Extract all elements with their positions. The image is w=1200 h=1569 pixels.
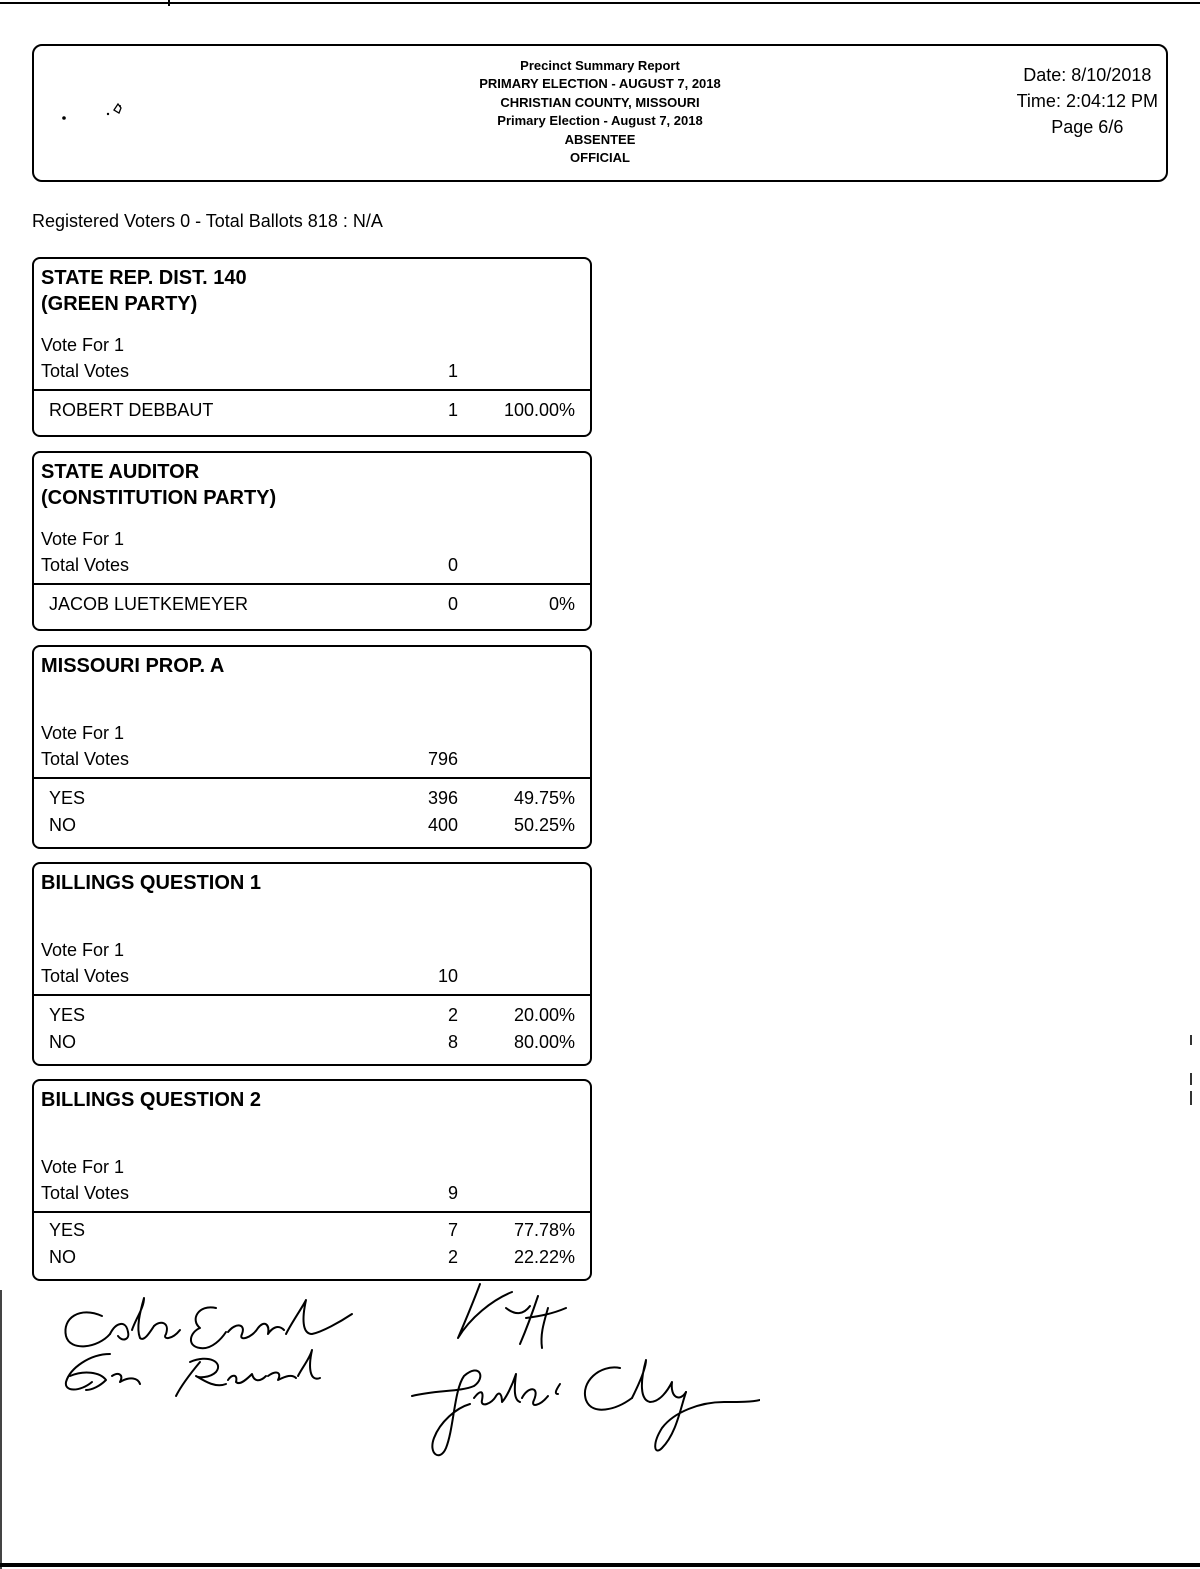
county-name: CHRISTIAN COUNTY, MISSOURI bbox=[500, 94, 700, 110]
choice-name: NO bbox=[49, 1032, 76, 1052]
vote-for-label: Vote For 1 bbox=[41, 529, 125, 549]
total-votes-value: 10 bbox=[437, 966, 458, 986]
contest-box bbox=[32, 1079, 592, 1281]
total-votes-value: 1 bbox=[447, 361, 458, 381]
report-time: Time: 2:04:12 PM bbox=[1016, 91, 1158, 111]
election-name-caps: PRIMARY ELECTION - AUGUST 7, 2018 bbox=[479, 76, 721, 92]
choice-votes: 7 bbox=[447, 1220, 458, 1240]
choice-row bbox=[34, 1244, 590, 1271]
choice-name: JACOB LUETKEMEYER bbox=[49, 594, 249, 614]
choice-percent: 50.25% bbox=[513, 815, 575, 835]
signature-3 bbox=[458, 1284, 566, 1348]
election-name: Primary Election - August 7, 2018 bbox=[497, 113, 703, 129]
report-status: OFFICIAL bbox=[570, 150, 630, 166]
contest-box bbox=[32, 451, 592, 631]
signature-1 bbox=[65, 1298, 352, 1348]
choice-name: YES bbox=[49, 1005, 86, 1025]
contest-title: BILLINGS QUESTION 1 bbox=[41, 872, 262, 894]
total-votes-label: Total Votes bbox=[41, 1183, 130, 1203]
top-border-tick bbox=[168, 0, 170, 6]
bottom-border-line bbox=[0, 1563, 1200, 1567]
vote-for-label: Vote For 1 bbox=[41, 940, 125, 960]
choice-votes: 2 bbox=[447, 1247, 458, 1267]
choice-row bbox=[34, 1217, 590, 1244]
choice-percent: 77.78% bbox=[513, 1220, 575, 1240]
choice-votes: 0 bbox=[447, 594, 458, 614]
vote-for-label: Vote For 1 bbox=[41, 1157, 125, 1177]
choice-row bbox=[34, 591, 590, 618]
contest-title: MISSOURI PROP. A bbox=[41, 655, 225, 677]
choice-name: NO bbox=[49, 1247, 76, 1267]
choice-row bbox=[34, 397, 590, 424]
choice-percent: 22.22% bbox=[513, 1247, 575, 1267]
choice-votes: 1 bbox=[447, 400, 458, 420]
vote-for-label: Vote For 1 bbox=[41, 723, 125, 743]
signature-4 bbox=[412, 1360, 760, 1455]
total-votes-label: Total Votes bbox=[41, 555, 130, 575]
contest-title: BILLINGS QUESTION 2 bbox=[41, 1089, 262, 1111]
choice-percent: 49.75% bbox=[513, 788, 575, 808]
choice-name: ROBERT DEBBAUT bbox=[49, 400, 214, 420]
choice-name: NO bbox=[49, 815, 76, 835]
precinct-name: ABSENTEE bbox=[564, 131, 636, 147]
choice-votes: 400 bbox=[427, 815, 458, 835]
total-votes-label: Total Votes bbox=[41, 749, 130, 769]
contest-title: STATE AUDITOR (CONSTITUTION PARTY) bbox=[41, 461, 277, 509]
right-edge-marks bbox=[1190, 1035, 1192, 1105]
contest-divider bbox=[34, 1211, 590, 1213]
choice-row bbox=[34, 785, 590, 812]
registered-voters-line: Registered Voters 0 - Total Ballots 818 : N/A bbox=[32, 211, 383, 231]
contest-divider bbox=[34, 389, 590, 391]
contest-box bbox=[32, 862, 592, 1066]
top-border-line bbox=[0, 2, 1200, 4]
contest-divider bbox=[34, 583, 590, 585]
signatures bbox=[40, 1278, 760, 1498]
total-votes-label: Total Votes bbox=[41, 966, 130, 986]
total-votes-value: 796 bbox=[427, 749, 458, 769]
contest-divider bbox=[34, 777, 590, 779]
contest-box bbox=[32, 257, 592, 437]
choice-votes: 396 bbox=[427, 788, 458, 808]
left-edge-line bbox=[0, 1290, 2, 1569]
choice-row bbox=[34, 812, 590, 839]
choice-row bbox=[34, 1002, 590, 1029]
total-votes-label: Total Votes bbox=[41, 361, 130, 381]
contest-box bbox=[32, 645, 592, 849]
choice-name: YES bbox=[49, 1220, 86, 1240]
choice-percent: 0% bbox=[548, 594, 575, 614]
page-number: Page 6/6 bbox=[1051, 117, 1124, 137]
report-date: Date: 8/10/2018 bbox=[1023, 65, 1152, 85]
vote-for-label: Vote For 1 bbox=[41, 335, 125, 355]
choice-percent: 100.00% bbox=[503, 400, 575, 420]
choice-votes: 8 bbox=[447, 1032, 458, 1052]
report-meta bbox=[1017, 62, 1158, 140]
total-votes-value: 9 bbox=[447, 1183, 458, 1203]
report-heading-block bbox=[34, 57, 1166, 167]
contest-divider bbox=[34, 994, 590, 996]
total-votes-value: 0 bbox=[447, 555, 458, 575]
report-title: Precinct Summary Report bbox=[520, 58, 680, 73]
report-header bbox=[32, 44, 1168, 182]
choice-row bbox=[34, 1029, 590, 1056]
choice-percent: 80.00% bbox=[513, 1032, 575, 1052]
choice-votes: 2 bbox=[447, 1005, 458, 1025]
choice-percent: 20.00% bbox=[513, 1005, 575, 1025]
choice-name: YES bbox=[49, 788, 86, 808]
signature-2 bbox=[66, 1350, 320, 1396]
contest-title: STATE REP. DIST. 140 (GREEN PARTY) bbox=[41, 267, 247, 315]
